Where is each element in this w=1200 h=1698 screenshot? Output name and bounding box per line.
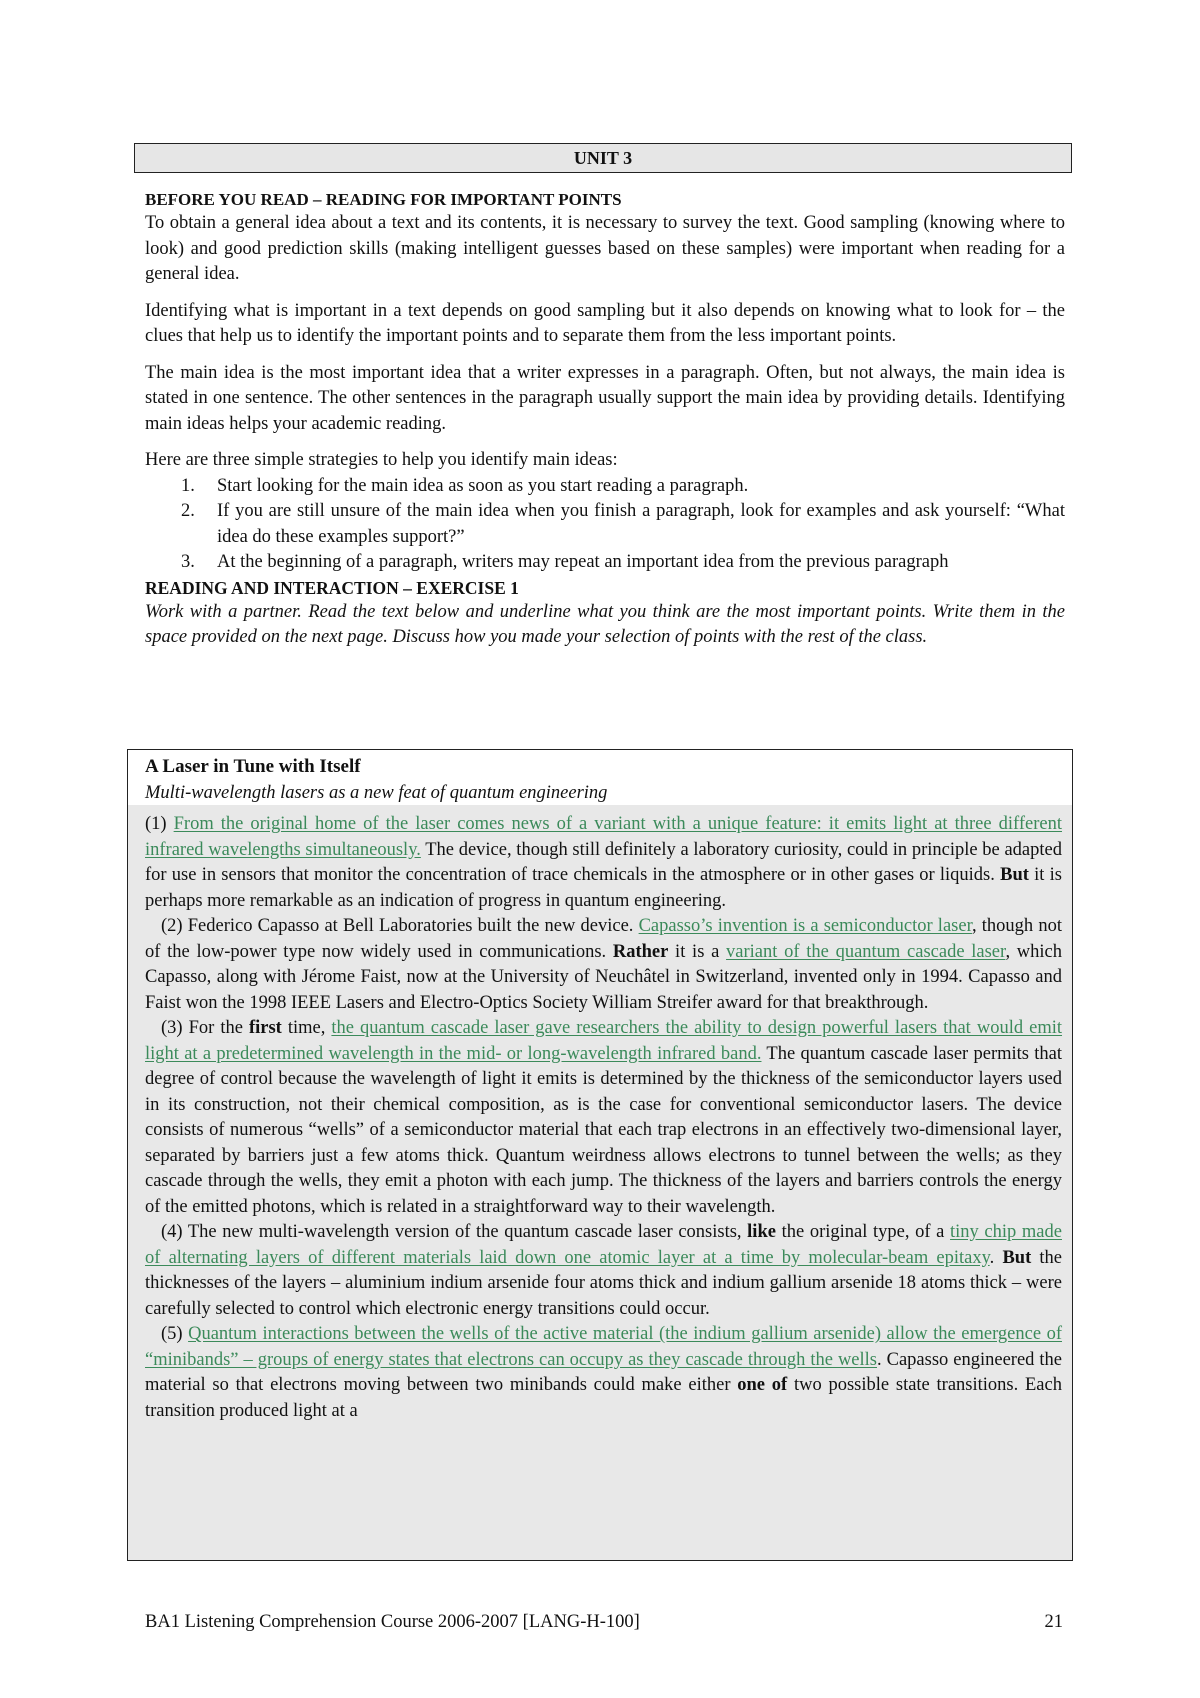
list-item	[145, 474, 1065, 500]
exercise-instructions: Work with a partner. Read the text below and underline what you think are the most important points. Write them in the space provided on the next page. Discuss how you made your selection of points with the rest of the class.	[145, 601, 1065, 647]
strategy-list	[145, 474, 1065, 576]
article-box	[127, 749, 1073, 1561]
list-item	[145, 499, 1065, 550]
section-heading: READING AND INTERACTION – EXERCISE 1	[145, 577, 519, 598]
article-paragraph-2: (2) Federico Capasso at Bell Laboratories built the new device. Capasso’s invention is a semiconductor laser, though not of the low-power type now widely used in communications. Rather it is a variant of the quantum cascade laser, which Capasso, along with Jérome Faist, now at the University of Neuchâtel in Switzerland, invented only in 1994. Capasso and Faist won the 1998 IEEE Lasers and Electro-Optics Society William Streifer award for that breakthrough.	[145, 916, 1062, 1013]
paragraph: The main idea is the most important idea that a writer expresses in a paragraph. Often, but not always, the main idea is stated in one sentence. The other sentences in the paragraph usually support the main idea by providing details. Identifying main ideas helps your academic reading.	[145, 362, 1065, 434]
underlined-key-point: From the original home of the laser comes news of a variant with a unique feature: it emits light at three different infrared wavelengths simultaneously.	[145, 814, 1062, 860]
list-number: 3.	[181, 552, 195, 572]
list-item-text: Start looking for the main idea as soon as you start reading a paragraph.	[217, 475, 749, 496]
underlined-key-point: variant of the quantum cascade laser	[726, 941, 1006, 962]
article-paragraph-4: (4) The new multi-wavelength version of the quantum cascade laser consists, like the original type, of a tiny chip made of alternating layers of different materials laid down one atomic layer at a time by molecular-beam epitaxy. But the thicknesses of the layers – aluminium indium arsenide four atoms thick and indium gallium arsenide 18 atoms thick – were carefully selected to control which electronic energy transitions could occur.	[145, 1222, 1063, 1319]
underlined-key-point: tiny chip made of alternating layers of different materials laid down one atomic layer at a time by molecular-beam epitaxy	[145, 1222, 1062, 1268]
section-heading: BEFORE YOU READ – READING FOR IMPORTANT POINTS	[145, 190, 622, 209]
paragraph: Identifying what is important in a text depends on good sampling but it also depends on knowing what to look for – the clues that help us to identify the important points and to separate them from the less important points.	[145, 300, 1065, 346]
article-paragraph-1: (1) From the original home of the laser comes news of a variant with a unique feature: it emits light at three different infrared wavelengths simultaneously. The device, though still definitely a laboratory curiosity, could in principle be adapted for use in sensors that monitor the concentration of trace chemicals in the atmosphere or in other gases or liquids. But it is perhaps more remarkable as an indication of progress in quantum engineering.	[145, 814, 1062, 911]
list-item-text: At the beginning of a paragraph, writers may repeat an important idea from the previous paragraph	[217, 552, 949, 572]
footer-course: BA1 Listening Comprehension Course 2006-2007 [LANG-H-100]	[145, 1612, 640, 1632]
list-intro: Here are three simple strategies to help you identify main ideas:	[145, 450, 618, 470]
list-item	[145, 550, 1065, 576]
underlined-key-point: Capasso’s invention is a semiconductor laser	[638, 916, 972, 936]
article-subtitle: Multi-wavelength lasers as a new feat of quantum engineering	[145, 783, 608, 803]
list-number: 2.	[181, 501, 195, 521]
list-item-text: If you are still unsure of the main idea when you finish a paragraph, look for examples and ask yourself: “What idea do these examples support?”	[217, 501, 1065, 547]
section-before-you-read	[145, 189, 1065, 662]
article-paragraph-5: (5) Quantum interactions between the wells of the active material (the indium gallium arsenide) allow the emergence of “minibands” – groups of energy states that electrons can occupy as they cascade through the wells. Capasso engineered the material so that electrons moving between two minibands could make either one of two possible state transitions. Each transition produced light at a	[145, 1324, 1062, 1421]
page-number: 21	[1044, 1612, 1063, 1632]
underlined-key-point: the quantum cascade laser gave researchers the ability to design powerful lasers that would emit light at a predetermined wavelength in the mid- or long-wavelength infrared band.	[145, 1018, 1063, 1064]
underlined-key-point: Quantum interactions between the wells of the active material (the indium gallium arsenide) allow the emergence of “minibands” – groups of energy states that electrons can occupy as they cascade through the wells	[145, 1324, 1062, 1370]
list-number: 1.	[181, 475, 195, 496]
article-paragraph-3: (3) For the first time, the quantum cascade laser gave researchers the ability to design powerful lasers that would emit light at a predetermined wavelength in the mid- or long-wavelength infrared band. The quantum cascade laser permits that degree of control because the wavelength of light it emits is determined by the thickness of the semiconductor layers used in its construction, not their chemical composition, as is the case for conventional semiconductor lasers. The device consists of numerous “wells” of a semiconductor material that each trap electrons in an effectively two-dimensional layer, separated by barriers just a few atoms thick. Quantum weirdness allows electrons to tunnel between the wells; as they cascade through the wells, they emit a photon with each jump. The thickness of the layers and barriers controls the energy of the emitted photons, which is related in a straightforward way to their wavelength.	[145, 1018, 1063, 1217]
paragraph: To obtain a general idea about a text and its contents, it is necessary to survey the text. Good sampling (knowing where to look) and good prediction skills (making intelligent guesses based on these samples) were important when reading for a general idea.	[145, 213, 1065, 284]
article-title: A Laser in Tune with Itself	[145, 756, 361, 777]
unit-title: UNIT 3	[134, 143, 1072, 173]
